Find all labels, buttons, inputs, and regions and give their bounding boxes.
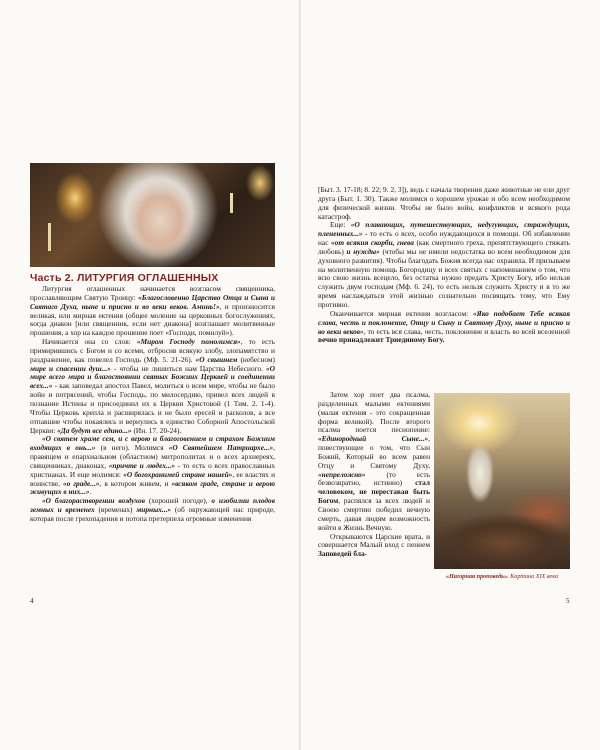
section-heading: Часть 2. ЛИТУРГИЯ ОГЛАШЕННЫХ	[30, 272, 219, 284]
candle-icon	[48, 223, 51, 251]
left-body-text: Литургия оглашенных начинается возгласом священника, прославляющим Святую Троицу: «Благословенно Царство Отца и Сына и Святаго Духа, ныне и присно и во веки веков. Аминь!», и произносится великая, или мирная ектения (общее моление на церковных богослужениях, когда диакон [или священник, если нет диакона] возглашает молитвенные прошения, а хор на каждое прошение поет «Господи, помилуй»). Начинается она со слов: «Миром Господу помолимся», то есть примирившись с Богом и со всеми, отбросив всякую злобу, злопамятство и раздражение, как повелел Господь (Мф. 5. 21-26). «О свышнем (небесном) мире и спасении душ...» - чтобы не лишиться нам Царства Небесного. «О мире всего мира и благостоянии святых Божиих Церквей и соединении всех...» - как заповедал апостол Павел, молиться о всем мире, чтобы не было войн и потрясений, чтобы Господь, по милосердию, привел всех людей в познание Истины и присоединил их к Церкви Христовой (1 Тим. 2. 1-4). Чтобы Церковь крепла и расширялась и не было ересей и расколов, а все отпавшие чтобы покаялись и вернулись в единство Соборной Апостольской Церкви: «Да будут все едино...» (Ин. 17. 20-24). «О святем храме сем, и с верою и благоговением и страхом Божиим входящих в онь...» (в него). Молимся «О Святейшем Патриархе...», правящем и епархиальном (областном) митрополитах и о всех архиереях, священниках, диаконах, «причте и людех...» - то есть о всех православных христианах. И еще молимся: «О богохранимей стране нашей», ее властях и воинстве, «о граде...», в котором живем, и «всяком граде, стране и верою живущих в них...». «О благорастворении воздухов (хорошей погоде), о изобилии плодов земных и временех (временах) мирных...» (об окружающей нас природе, которая после грехопадения и потопа претерпела огромные изменения	[30, 284, 276, 523]
painting-sermon-on-the-mount	[434, 393, 570, 569]
photo-child-in-headscarf	[30, 163, 275, 267]
right-page	[301, 0, 600, 750]
caption-rest: Картина XIX века	[508, 573, 559, 580]
candle-icon	[230, 193, 233, 213]
painting-caption	[426, 573, 578, 580]
right-column-text: Затем хор поет два псалма, разделенных малыми ектениями (малая ектения - это сокращенная форма великой). После второго псалма поется песнопение: «Единородный Сыне...», повествующее о том, что Сын Божий, Который во всем равен Отцу и Святому Духу, «непреложно» (то есть безвозвратно, истинно) стал человеком, не переставая быть Богом, распялся за всех людей и Своею смертию победил вечную смерть, давая людям возможность войти в Жизнь Вечную. Открываются Царские врата, и совершается Малый вход с пением Заповедей бла-	[318, 390, 430, 559]
page-number-left: 4	[30, 597, 34, 605]
caption-title: «Нагорная проповедь».	[445, 573, 509, 580]
right-top-text: [Быт. 3. 17-18; 8. 22; 9. 2, 3]), ведь с начала творения даже животные не ели друг друга (Быт. 1. 30). Также молимся о хорошем урожае и обо всем необходимом для физической жизни. Чтобы не было войн, конфликтов и всякого рода катастроф. Еще: «О плавающих, путешествующих, недугующих, страждущих, плененных...» - то есть о всех, особо нуждающихся в помощи. Об избавлении нас «от всякия скорби, гнева (как смертного греха, препятствующего стяжать любовь) и нужды» (чтобы мы не имели недостатка во всем необходимом для духовного развития). Чтобы благодать Божия всегда нас охраняла. И призываем на молитвенную помощь Богородицу и всех святых с напоминанием о том, что всю свою жизнь всецело, без остатка нужно предать Христу Богу, ибо нельзя служить двум господам (Мф. 6. 24), то есть нельзя служить Христу и в то же время наслаждаться этой жизнью сознательно посвящать тому, что Ему противно. Оканчивается мирная ектения возгласом: «Яко подобает Тебе всякая слава, честь и поклонение, Отцу и Сыну и Святому Духу, ныне и присно и во веки веков», то есть вся слава, честь, поклонение и власть во всей вселенной вечно принадлежит Триединому Богу.	[318, 185, 570, 345]
page-number-right: 5	[566, 597, 570, 605]
